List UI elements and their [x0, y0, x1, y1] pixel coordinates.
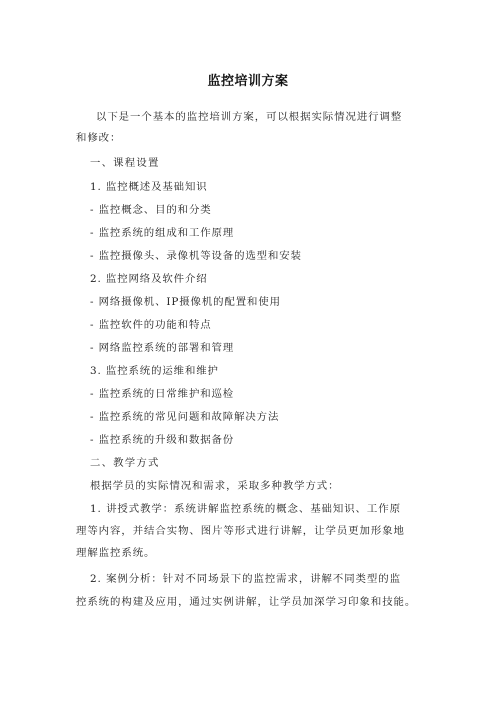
- teaching-paragraph-1-line-3: 理解监控系统。: [76, 547, 156, 559]
- course-group-title-2: 2. 监控网络及软件介绍: [90, 273, 208, 285]
- teaching-intro: 根据学员的实际情况和需求，采取多种教学方式：: [90, 480, 340, 492]
- course-item: - 监控系统的常见问题和故障解决方法: [90, 411, 280, 423]
- course-item: - 监控系统的组成和工作原理: [90, 227, 235, 239]
- teaching-paragraph-2-line-2: 控系统的构建及应用，通过实例讲解，让学员加深学习印象和技能。: [76, 596, 417, 608]
- course-group-title-1: 1. 监控概述及基础知识: [90, 181, 208, 193]
- course-item: - 监控摄像头、录像机等设备的选型和安装: [90, 250, 302, 262]
- section-heading-courses: 一、课程设置: [90, 157, 160, 169]
- course-item: - 网络摄像机、IP摄像机的配置和使用: [90, 296, 281, 308]
- teaching-paragraph-2-line-1: 2. 案例分析：针对不同场景下的监控需求，讲解不同类型的监: [90, 573, 401, 585]
- course-item: - 网络监控系统的部署和管理: [90, 342, 235, 354]
- intro-line-1: 以下是一个基本的监控培训方案，可以根据实际情况进行调整: [96, 111, 403, 123]
- course-item: - 监控系统的升级和数据备份: [90, 434, 235, 446]
- section-heading-teaching: 二、教学方式: [90, 457, 160, 469]
- document-title: 监控培训方案: [207, 74, 289, 89]
- course-item: - 监控概念、目的和分类: [90, 204, 212, 216]
- course-item: - 监控软件的功能和特点: [90, 319, 212, 331]
- course-group-title-3: 3. 监控系统的运维和维护: [90, 365, 219, 377]
- teaching-paragraph-1-line-1: 1. 讲授式教学：系统讲解监控系统的概念、基础知识、工作原: [90, 503, 401, 515]
- teaching-paragraph-1-line-2: 理等内容，并结合实物、图片等形式进行讲解，让学员更加形象地: [76, 525, 405, 537]
- course-item: - 监控系统的日常维护和巡检: [90, 388, 235, 400]
- intro-line-2: 和修改：: [76, 132, 122, 144]
